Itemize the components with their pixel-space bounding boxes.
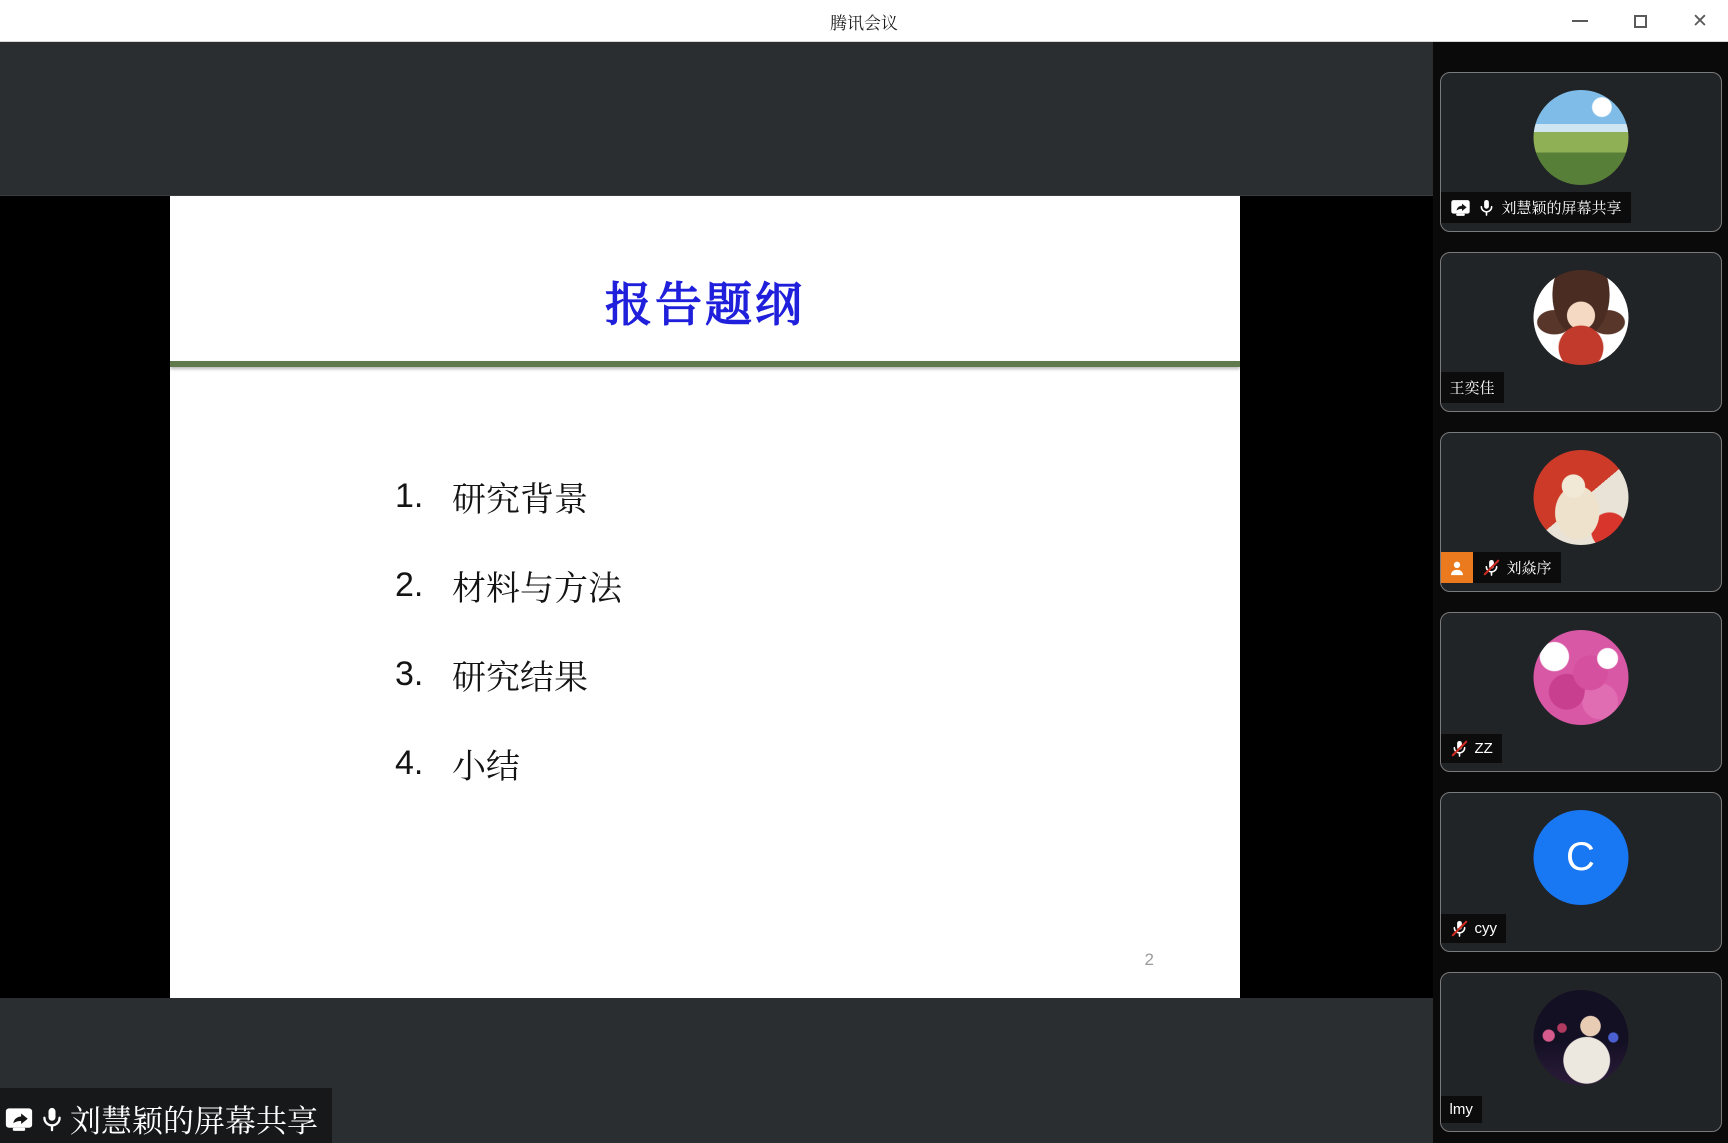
avatar xyxy=(1533,90,1628,185)
stage-top-strip xyxy=(0,42,1433,196)
outline-item-label: 研究结果 xyxy=(452,659,588,697)
outline-item-number: 1. xyxy=(395,477,424,515)
participant-name: lmy xyxy=(1449,1101,1473,1118)
participant-tile[interactable] xyxy=(1440,792,1722,952)
participant-tile[interactable] xyxy=(1440,72,1722,232)
participant-label xyxy=(1441,734,1502,763)
mic-muted-icon xyxy=(1450,739,1469,758)
window-title: 腾讯会议 xyxy=(830,13,898,33)
participant-name: cyy xyxy=(1474,920,1497,937)
participants-sidebar xyxy=(1433,42,1728,1143)
presentation-stage xyxy=(0,196,1433,998)
slide-page-number: 2 xyxy=(1144,950,1154,969)
participant-label xyxy=(1441,552,1561,583)
outline-item-label: 研究背景 xyxy=(452,481,588,519)
outline-item-label: 材料与方法 xyxy=(452,570,622,608)
screen-share-icon xyxy=(1450,197,1471,218)
avatar xyxy=(1533,810,1628,905)
participant-tile[interactable] xyxy=(1440,432,1722,592)
close-button[interactable] xyxy=(1690,11,1710,31)
slide-outline-list xyxy=(395,478,622,834)
screen-share-banner xyxy=(0,1088,332,1143)
participant-label xyxy=(1441,1096,1482,1123)
outline-item xyxy=(395,477,622,519)
window-controls xyxy=(1570,0,1710,42)
avatar xyxy=(1533,270,1628,365)
outline-item xyxy=(395,744,622,786)
participant-label xyxy=(1441,372,1504,403)
mic-on-icon xyxy=(38,1105,66,1133)
participant-label xyxy=(1441,192,1631,223)
stage-bottom-strip xyxy=(0,998,1433,1143)
participant-tile[interactable] xyxy=(1440,972,1722,1132)
outline-item xyxy=(395,566,622,608)
titlebar xyxy=(0,0,1728,42)
minimize-icon xyxy=(1572,20,1588,22)
outline-item-number: 3. xyxy=(395,655,424,693)
mic-muted-icon xyxy=(1450,919,1469,938)
avatar-initial: C xyxy=(1566,835,1595,879)
participant-name: 刘慧颖的屏幕共享 xyxy=(1501,200,1622,217)
minimize-button[interactable] xyxy=(1570,11,1590,31)
member-role-badge xyxy=(1441,552,1473,583)
outline-item-number: 2. xyxy=(395,566,424,604)
screen-share-banner-text: 刘慧颖的屏幕共享 xyxy=(70,1104,318,1139)
meeting-content xyxy=(0,42,1728,1143)
participant-name: 王奕佳 xyxy=(1449,380,1495,397)
maximize-button[interactable] xyxy=(1630,11,1650,31)
outline-item xyxy=(395,655,622,697)
slide-divider xyxy=(170,361,1240,367)
participant-name: 刘焱序 xyxy=(1506,560,1552,577)
outline-item-number: 4. xyxy=(395,744,424,782)
mic-on-icon xyxy=(1477,198,1496,217)
avatar xyxy=(1533,630,1628,725)
avatar xyxy=(1533,450,1628,545)
presentation-slide xyxy=(170,196,1240,998)
person-icon xyxy=(1447,558,1467,578)
maximize-icon xyxy=(1634,15,1647,28)
participant-name: ZZ xyxy=(1474,740,1493,757)
screen-share-icon xyxy=(4,1104,34,1134)
close-icon: ✕ xyxy=(1692,10,1708,32)
slide-title: 报告题纲 xyxy=(605,278,805,331)
participant-label xyxy=(1441,914,1507,943)
shared-screen-area xyxy=(0,42,1433,1143)
participant-tile[interactable] xyxy=(1440,612,1722,772)
outline-item-label: 小结 xyxy=(452,748,520,786)
participant-tile[interactable] xyxy=(1440,252,1722,412)
mic-muted-icon xyxy=(1482,558,1501,577)
avatar xyxy=(1533,990,1628,1085)
